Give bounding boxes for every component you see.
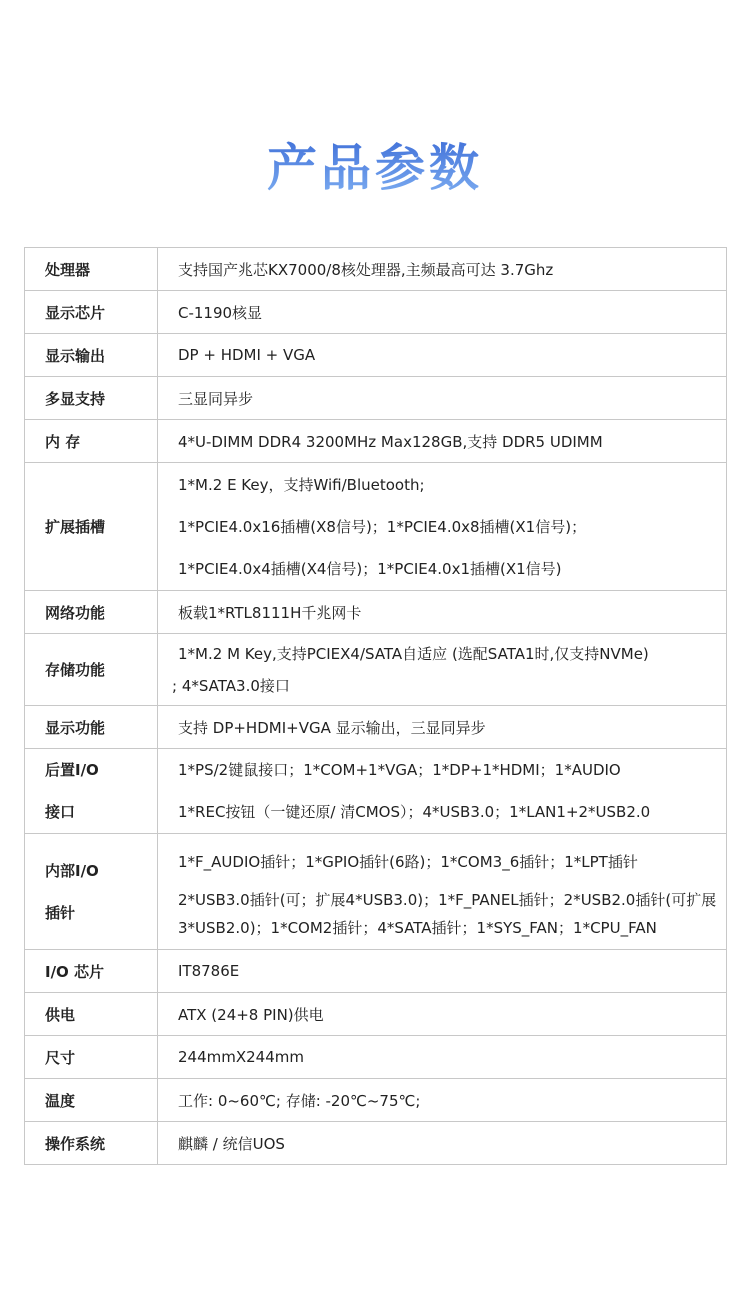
spec-value: 支持国产兆芯KX7000/8核处理器,主频最高可达 3.7Ghz — [158, 248, 727, 291]
spec-row-expansion — [25, 463, 727, 591]
spec-label: 处理器 — [25, 248, 158, 291]
spec-value — [158, 634, 727, 706]
spec-row-cpu — [25, 248, 727, 291]
spec-value: IT8786E — [158, 950, 727, 993]
spec-row-multi-display — [25, 377, 727, 420]
spec-label — [25, 749, 158, 834]
spec-row-io-chip — [25, 950, 727, 993]
spec-row-display-output — [25, 334, 727, 377]
spec-label: 内 存 — [25, 420, 158, 463]
spec-label: 存储功能 — [25, 634, 158, 706]
spec-label — [25, 834, 158, 950]
spec-label: I/O 芯片 — [25, 950, 158, 993]
spec-label: 扩展插槽 — [25, 463, 158, 591]
spec-label-line: 内部I/O — [45, 861, 99, 880]
spec-value-line: 1*F_AUDIO插针；1*GPIO插针(6路)；1*COM3_6插针；1*LPT插针 — [178, 852, 638, 871]
spec-value-line: 1*PCIE4.0x16插槽(X8信号)；1*PCIE4.0x8插槽(X1信号)； — [178, 517, 587, 536]
spec-row-os — [25, 1122, 727, 1165]
spec-label-line: 插针 — [45, 903, 76, 922]
spec-value: DP + HDMI + VGA — [158, 334, 727, 377]
spec-value-line: 1*M.2 E Key，支持Wifi/Bluetooth; — [178, 475, 425, 494]
spec-value: 支持 DP+HDMI+VGA 显示输出，三显同异步 — [158, 706, 727, 749]
spec-label: 温度 — [25, 1079, 158, 1122]
spec-value-line: 3*USB2.0)；1*COM2插针；4*SATA插针；1*SYS_FAN；1*CPU_FAN — [178, 918, 657, 937]
spec-value: C-1190核显 — [158, 291, 727, 334]
spec-label-line: 接口 — [45, 803, 76, 821]
spec-row-gpu — [25, 291, 727, 334]
spec-value: 三显同异步 — [158, 377, 727, 420]
spec-row-internal-io — [25, 834, 727, 950]
spec-label: 多显支持 — [25, 377, 158, 420]
spec-label: 供电 — [25, 993, 158, 1036]
spec-value — [158, 749, 727, 834]
spec-value-line: 1*PS/2键鼠接口；1*COM+1*VGA；1*DP+1*HDMI；1*AUDIO — [178, 761, 621, 779]
spec-row-display-function — [25, 706, 727, 749]
spec-value-line: ; 4*SATA3.0接口 — [172, 676, 290, 695]
spec-label: 网络功能 — [25, 591, 158, 634]
spec-value: 244mmX244mm — [158, 1036, 727, 1079]
spec-label: 显示芯片 — [25, 291, 158, 334]
spec-label: 显示功能 — [25, 706, 158, 749]
spec-row-memory — [25, 420, 727, 463]
spec-value — [158, 834, 727, 950]
spec-value: 麒麟 / 统信UOS — [158, 1122, 727, 1165]
spec-row-network — [25, 591, 727, 634]
spec-row-power — [25, 993, 727, 1036]
page-title: 产品参数 — [0, 136, 750, 200]
spec-row-storage — [25, 634, 727, 706]
spec-value: 4*U-DIMM DDR4 3200MHz Max128GB,支持 DDR5 UDIMM — [158, 420, 727, 463]
spec-table — [24, 247, 727, 1165]
spec-value-line: 2*USB3.0插针(可；扩展4*USB3.0)；1*F_PANEL插针；2*USB2.0插针(可扩展 — [178, 890, 717, 909]
spec-value-line: 1*REC按钮（一键还原/ 清CMOS）；4*USB3.0；1*LAN1+2*USB2.0 — [178, 803, 651, 821]
spec-value: ATX (24+8 PIN)供电 — [158, 993, 727, 1036]
spec-value-line: 1*PCIE4.0x4插槽(X4信号)；1*PCIE4.0x1插槽(X1信号) — [178, 559, 562, 578]
spec-label: 操作系统 — [25, 1122, 158, 1165]
spec-value-line: 1*M.2 M Key,支持PCIEX4/SATA自适应 (选配SATA1时,仅支持NVMe) — [178, 644, 649, 663]
spec-label: 显示输出 — [25, 334, 158, 377]
spec-label: 尺寸 — [25, 1036, 158, 1079]
spec-value: 板载1*RTL8111H千兆网卡 — [158, 591, 727, 634]
spec-row-size — [25, 1036, 727, 1079]
spec-value: 工作: 0~60℃; 存储: -20℃~75℃; — [158, 1079, 727, 1122]
spec-row-temperature — [25, 1079, 727, 1122]
spec-row-rear-io — [25, 749, 727, 834]
spec-value — [158, 463, 727, 591]
spec-label-line: 后置I/O — [45, 761, 99, 779]
